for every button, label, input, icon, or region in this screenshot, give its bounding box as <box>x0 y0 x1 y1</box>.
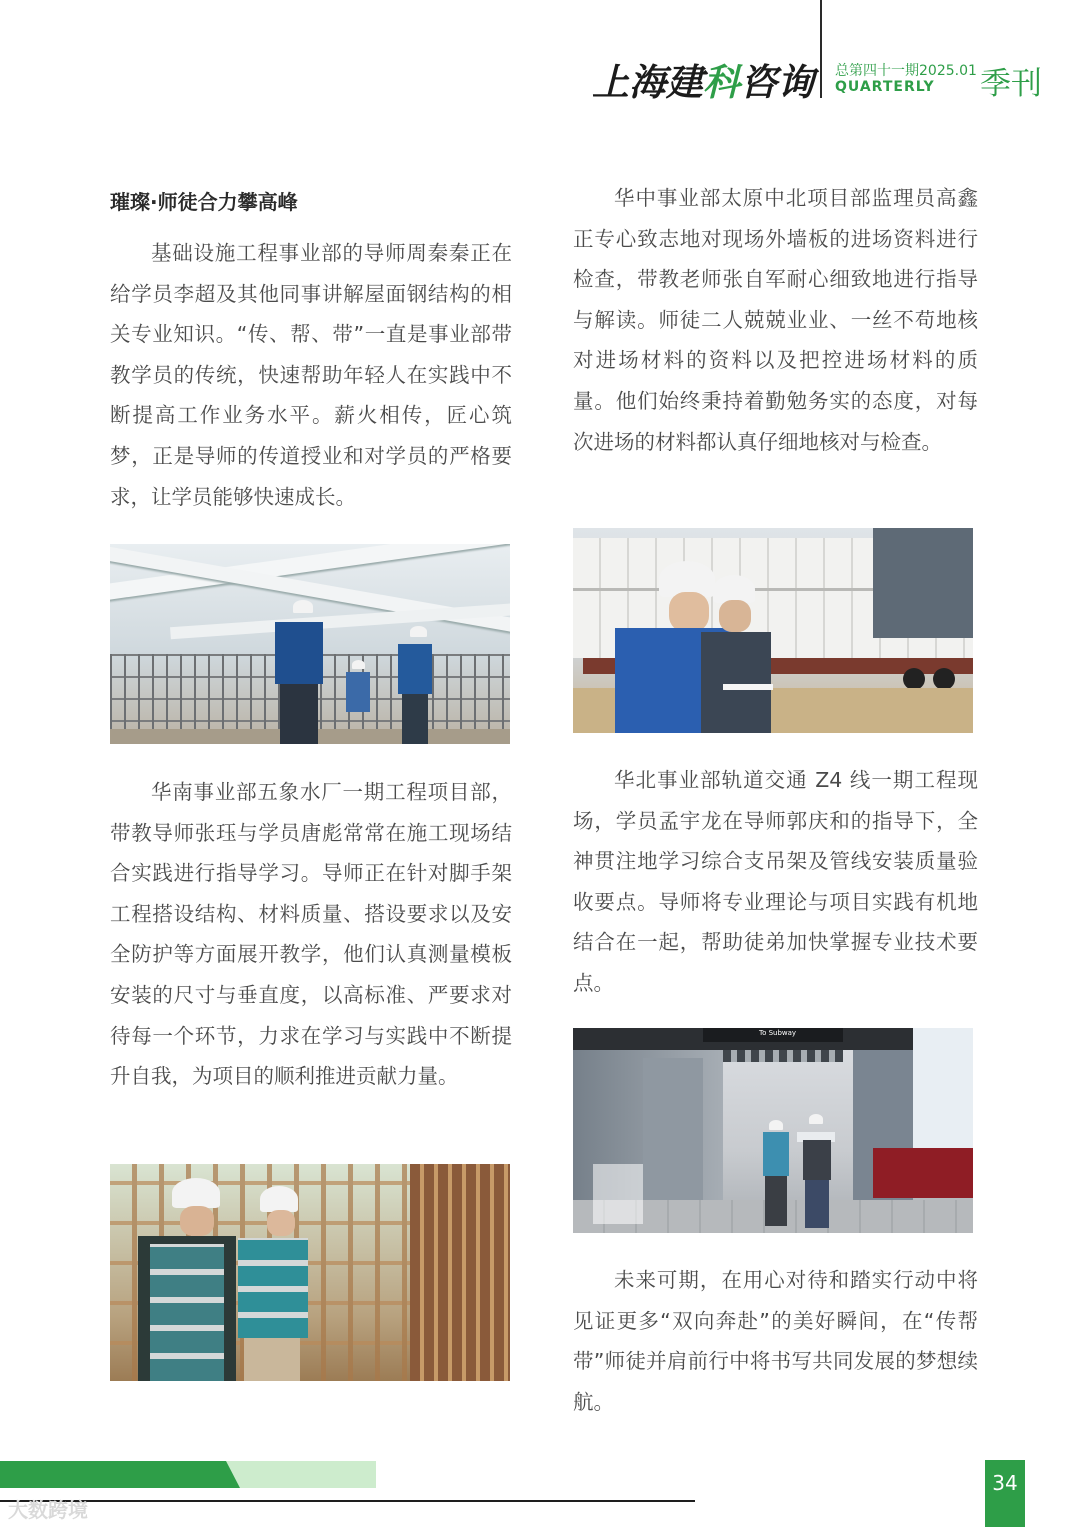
page-number: 34 <box>985 1460 1025 1527</box>
photo-scaffolding-inspection <box>110 1164 510 1381</box>
footer-accent-dark <box>0 1461 240 1488</box>
watermark: 大数跨境 <box>8 1498 88 1522</box>
footer-rule <box>0 1500 695 1502</box>
magazine-title: 上海建科咨询 <box>592 61 814 104</box>
photo-roof-steel-structure <box>110 544 510 744</box>
right-paragraph-1: 华中事业部太原中北项目部监理员高鑫正专心致志地对现场外墙板的进场资料进行检查，带教老师张自军耐心细致地进行指导与解读。师徒二人兢兢业业、一丝不苟地核对进场材料的资料以及把控进场材料的质量。他们始终秉持着勤勉务实的态度，对每次进场的材料都认真仔细地核对与检查。 <box>573 186 978 454</box>
season-label: 季刊 <box>980 66 1042 102</box>
issue-number: 总第四十一期2025.01 <box>835 63 977 79</box>
section-heading: 璀璨·师徒合力攀高峰 <box>110 190 298 214</box>
photo-wall-panel-check <box>573 528 973 733</box>
quarterly-label: QUARTERLY <box>835 79 935 95</box>
left-paragraph-2: 华南事业部五象水厂一期工程项目部，带教导师张珏与学员唐彪常常在施工现场结合实践进行指导学习。导师正在针对脚手架工程搭设结构、材料质量、搭设要求以及安全防护等方面展开教学，他们认真测量模板安装的尺寸与垂直度，以高标准、严要求对待每一个环节，力求在学习与实践中不断提升自我，为项目的顺利推进贡献力量。 <box>110 780 512 1089</box>
right-paragraph-3: 未来可期，在用心对待和踏实行动中将见证更多“双向奔赴”的美好瞬间，在“传帮带”师徒并肩前行中将书写共同发展的梦想续航。 <box>573 1268 978 1414</box>
subway-sign: To Subway <box>759 1029 797 1037</box>
photo-subway-station <box>573 1028 973 1233</box>
right-paragraph-2: 华北事业部轨道交通 Z4 线一期工程现场，学员孟宇龙在导师郭庆和的指导下，全神贯注地学习综合支吊架及管线安装质量验收要点。导师将专业理论与项目实践有机地结合在一起，帮助徒弟加快掌握专业技术要点。 <box>573 768 978 995</box>
left-paragraph-1: 基础设施工程事业部的导师周秦秦正在给学员李超及其他同事讲解屋面钢结构的相关专业知识。“传、帮、带”一直是事业部带教学员的传统，快速帮助年轻人在实践中不断提高工作业务水平。薪火相传，匠心筑梦，正是导师的传道授业和对学员的严格要求，让学员能够快速成长。 <box>110 241 512 509</box>
header-divider <box>820 0 822 98</box>
